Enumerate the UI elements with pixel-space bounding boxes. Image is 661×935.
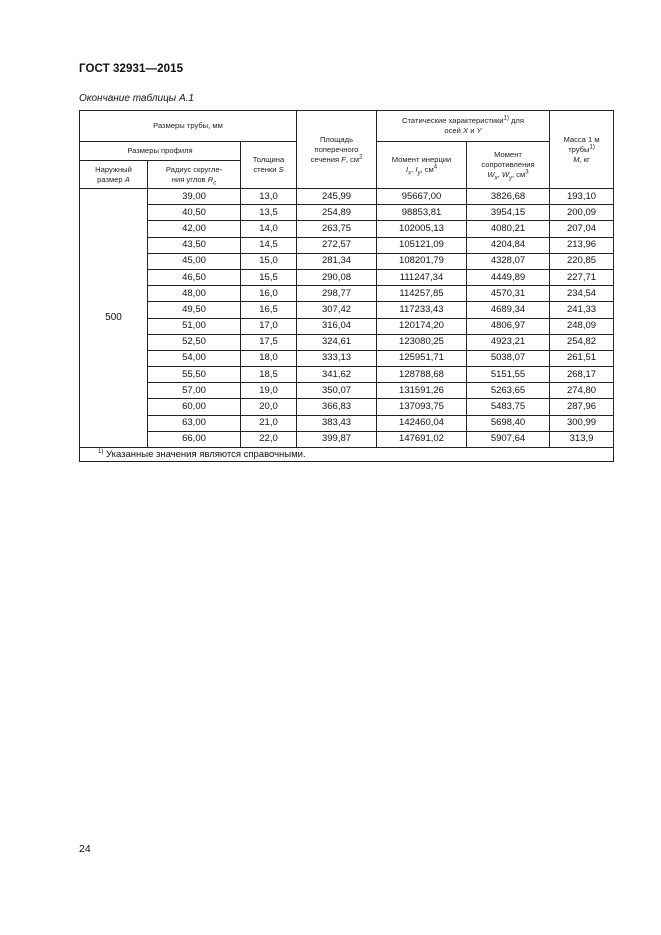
header-thickness: Толщина стенки S xyxy=(241,142,297,189)
cell-thickness: 16,0 xyxy=(241,286,297,302)
table-row xyxy=(80,189,614,205)
cell-inertia: 123080,25 xyxy=(377,334,467,350)
cell-inertia: 108201,79 xyxy=(377,253,467,269)
table-row xyxy=(80,205,614,221)
table-row xyxy=(80,431,614,447)
table-row xyxy=(80,367,614,383)
table-row xyxy=(80,253,614,269)
cell-inertia: 147691,02 xyxy=(377,431,467,447)
cell-mass: 207,04 xyxy=(550,221,614,237)
cell-mass: 287,96 xyxy=(550,399,614,415)
cell-area: 316,04 xyxy=(297,318,377,334)
cell-area: 341,62 xyxy=(297,367,377,383)
cell-mass: 254,82 xyxy=(550,334,614,350)
header-resistance: Момент сопротивления $W_x$, $W_y$, $см^3$ xyxy=(467,142,550,189)
cell-mass: 268,17 xyxy=(550,367,614,383)
cell-area: 333,13 xyxy=(297,350,377,366)
cell-mass: 241,33 xyxy=(550,302,614,318)
cell-inertia: 128788,68 xyxy=(377,367,467,383)
cell-radius: 45,00 xyxy=(148,253,241,269)
table-caption: Окончание таблицы А.1 xyxy=(79,93,194,104)
cell-inertia: 98853,81 xyxy=(377,205,467,221)
cell-area: 263,75 xyxy=(297,221,377,237)
cell-mass: 300,99 xyxy=(550,415,614,431)
cell-mass: 261,51 xyxy=(550,350,614,366)
header-outer-size: Наружный размер A xyxy=(80,161,148,189)
cell-area: 383,43 xyxy=(297,415,377,431)
table-body xyxy=(80,189,614,462)
cell-resistance: 5151,55 xyxy=(467,367,550,383)
cell-resistance: 4204,84 xyxy=(467,237,550,253)
cell-mass: 234,54 xyxy=(550,286,614,302)
cell-radius: 54,00 xyxy=(148,350,241,366)
document-header: ГОСТ 32931—2015 xyxy=(79,63,184,75)
cell-mass: 227,71 xyxy=(550,269,614,285)
cell-thickness: 16,5 xyxy=(241,302,297,318)
outer-size-value: 500 xyxy=(80,189,148,448)
table-row xyxy=(80,399,614,415)
cell-thickness: 19,0 xyxy=(241,383,297,399)
cell-area: 254,89 xyxy=(297,205,377,221)
cell-inertia: 142460,04 xyxy=(377,415,467,431)
cell-area: 399,87 xyxy=(297,431,377,447)
header-static-characteristics: Статические характеристики$^{1)}$ для осей X и Y xyxy=(377,111,550,142)
cell-mass: 313,9 xyxy=(550,431,614,447)
cell-mass: 200,09 xyxy=(550,205,614,221)
header-radius: Радиус скругле- ния углов $R_c$ xyxy=(148,161,241,189)
cell-inertia: 125951,71 xyxy=(377,350,467,366)
cell-area: 298,77 xyxy=(297,286,377,302)
cell-thickness: 20,0 xyxy=(241,399,297,415)
cell-resistance: 5907,64 xyxy=(467,431,550,447)
data-table xyxy=(79,110,614,462)
cell-resistance: 5698,40 xyxy=(467,415,550,431)
cell-resistance: 3954,15 xyxy=(467,205,550,221)
cell-radius: 40,50 xyxy=(148,205,241,221)
header-profile-sizes: Размеры профиля xyxy=(80,142,241,161)
cell-radius: 51,00 xyxy=(148,318,241,334)
cell-area: 290,08 xyxy=(297,269,377,285)
cell-inertia: 111247,34 xyxy=(377,269,467,285)
cell-area: 307,42 xyxy=(297,302,377,318)
footnote-row xyxy=(80,448,614,462)
cell-resistance: 4923,21 xyxy=(467,334,550,350)
cell-radius: 66,00 xyxy=(148,431,241,447)
table-row xyxy=(80,334,614,350)
cell-radius: 55,50 xyxy=(148,367,241,383)
cell-thickness: 14,0 xyxy=(241,221,297,237)
cell-area: 281,34 xyxy=(297,253,377,269)
header-mass: Масса 1 м трубы$^{1)}$ M, кг xyxy=(550,111,614,189)
cell-resistance: 4449,89 xyxy=(467,269,550,285)
cell-resistance: 4806,97 xyxy=(467,318,550,334)
cell-inertia: 131591,26 xyxy=(377,383,467,399)
cell-area: 350,07 xyxy=(297,383,377,399)
cell-mass: 220,85 xyxy=(550,253,614,269)
cell-inertia: 102005,13 xyxy=(377,221,467,237)
cell-resistance: 5038,07 xyxy=(467,350,550,366)
cell-thickness: 18,5 xyxy=(241,367,297,383)
table-row xyxy=(80,221,614,237)
header-inertia: Момент инерции $I_x$, $I_y$, $см^4$ xyxy=(377,142,467,189)
cell-resistance: 3826,68 xyxy=(467,189,550,205)
cell-inertia: 95667,00 xyxy=(377,189,467,205)
cell-area: 272,57 xyxy=(297,237,377,253)
cell-radius: 57,00 xyxy=(148,383,241,399)
cell-inertia: 117233,43 xyxy=(377,302,467,318)
cell-radius: 42,00 xyxy=(148,221,241,237)
cell-inertia: 114257,85 xyxy=(377,286,467,302)
table-row xyxy=(80,415,614,431)
cell-mass: 193,10 xyxy=(550,189,614,205)
cell-resistance: 5263,65 xyxy=(467,383,550,399)
cell-inertia: 120174,20 xyxy=(377,318,467,334)
cell-thickness: 17,0 xyxy=(241,318,297,334)
footnote-mark: 1) xyxy=(98,448,104,455)
cell-inertia: 105121,09 xyxy=(377,237,467,253)
footnote-text: Указанные значения являются справочными. xyxy=(103,449,306,460)
header-area: Площадь поперечного сечения F, $см^2$ xyxy=(297,111,377,189)
cell-radius: 48,00 xyxy=(148,286,241,302)
cell-resistance: 4328,07 xyxy=(467,253,550,269)
cell-thickness: 15,0 xyxy=(241,253,297,269)
table-row xyxy=(80,302,614,318)
cell-mass: 213,96 xyxy=(550,237,614,253)
cell-thickness: 13,5 xyxy=(241,205,297,221)
cell-radius: 49,50 xyxy=(148,302,241,318)
table-row xyxy=(80,237,614,253)
cell-area: 366,83 xyxy=(297,399,377,415)
cell-thickness: 14,5 xyxy=(241,237,297,253)
page-number: 24 xyxy=(79,843,91,855)
table-row xyxy=(80,286,614,302)
footnote xyxy=(80,448,614,462)
cell-mass: 274,80 xyxy=(550,383,614,399)
table-row xyxy=(80,383,614,399)
table-row xyxy=(80,350,614,366)
table-row xyxy=(80,318,614,334)
cell-radius: 60,00 xyxy=(148,399,241,415)
cell-area: 324,61 xyxy=(297,334,377,350)
cell-radius: 43,50 xyxy=(148,237,241,253)
header-pipe-sizes: Размеры трубы, мм xyxy=(80,111,297,142)
cell-mass: 248,09 xyxy=(550,318,614,334)
cell-radius: 39,00 xyxy=(148,189,241,205)
cell-radius: 63,00 xyxy=(148,415,241,431)
cell-thickness: 18,0 xyxy=(241,350,297,366)
cell-resistance: 4080,21 xyxy=(467,221,550,237)
cell-area: 245,99 xyxy=(297,189,377,205)
cell-thickness: 22,0 xyxy=(241,431,297,447)
cell-thickness: 15,5 xyxy=(241,269,297,285)
cell-thickness: 21,0 xyxy=(241,415,297,431)
cell-resistance: 4689,34 xyxy=(467,302,550,318)
cell-thickness: 17,5 xyxy=(241,334,297,350)
cell-resistance: 5483,75 xyxy=(467,399,550,415)
cell-radius: 52,50 xyxy=(148,334,241,350)
table-row xyxy=(80,269,614,285)
cell-resistance: 4570,31 xyxy=(467,286,550,302)
cell-radius: 46,50 xyxy=(148,269,241,285)
cell-thickness: 13,0 xyxy=(241,189,297,205)
cell-inertia: 137093,75 xyxy=(377,399,467,415)
